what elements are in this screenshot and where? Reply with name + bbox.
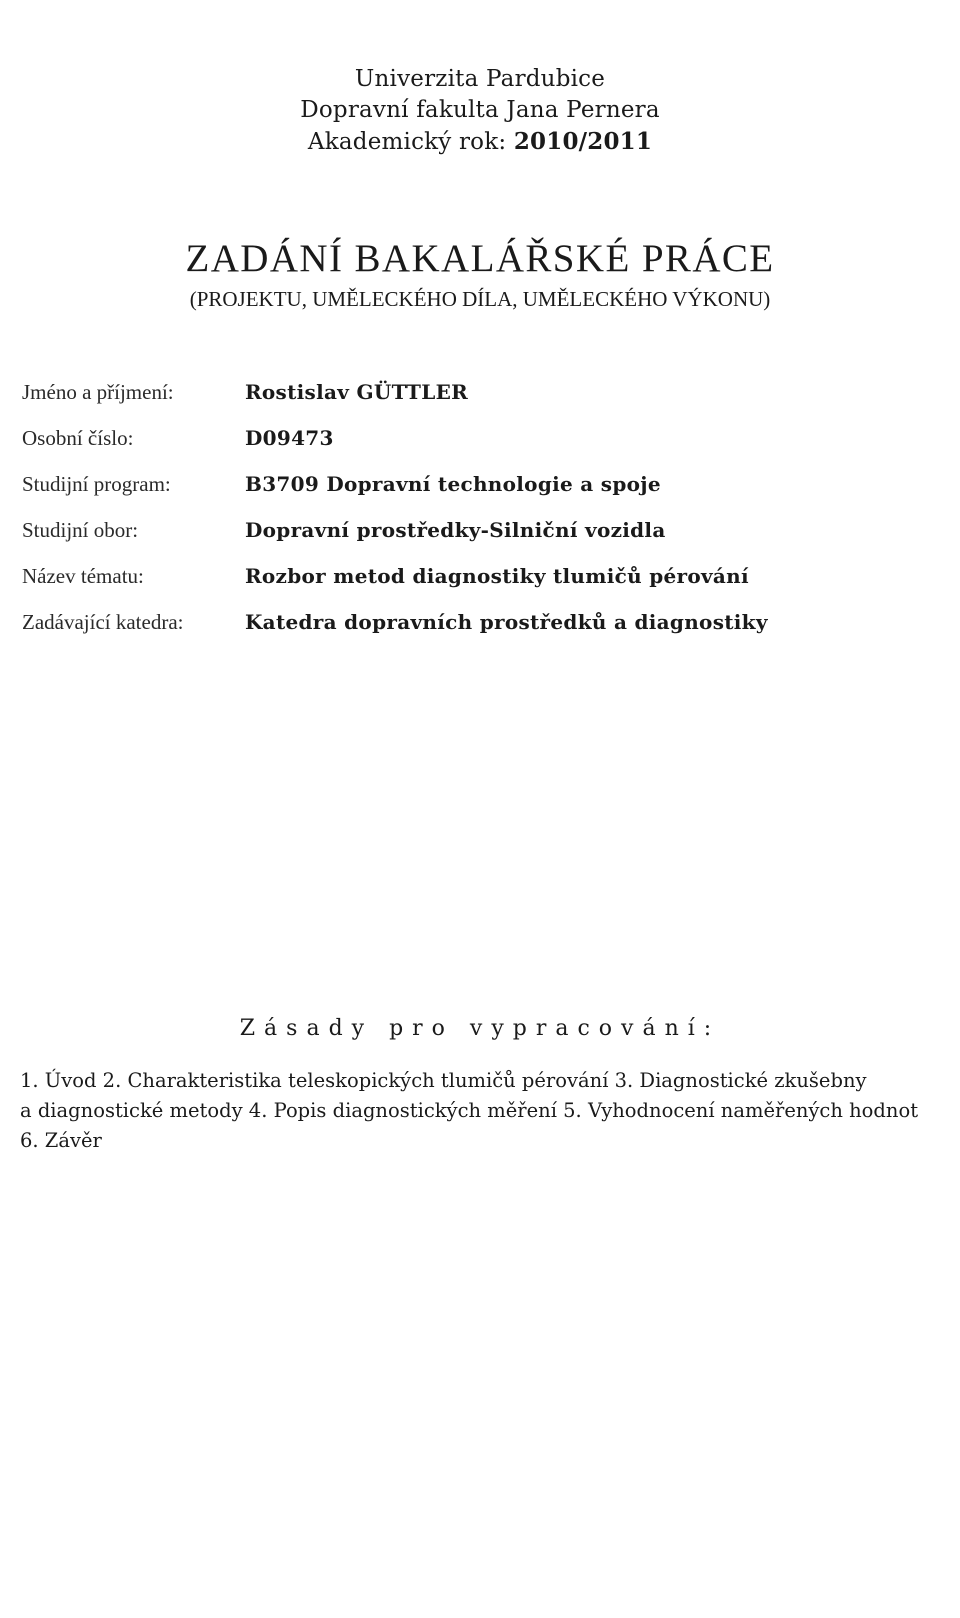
- info-row-department: [22, 610, 942, 656]
- academic-year-value: 2010/2011: [513, 128, 653, 155]
- info-label: Jméno a příjmení:: [22, 380, 174, 404]
- info-label: Studijní program:: [22, 472, 171, 496]
- info-label: Studijní obor:: [22, 518, 139, 542]
- info-row-study-field: [22, 518, 942, 564]
- academic-year-label: Akademický rok:: [307, 129, 507, 155]
- university-name: Univerzita Pardubice: [354, 66, 606, 92]
- principles-line: a diagnostické metody 4. Popis diagnostických měření 5. Vyhodnocení naměřených hodnot: [20, 1099, 919, 1122]
- info-value: D09473: [245, 426, 334, 450]
- document-title: ZADÁNÍ BAKALÁŘSKÉ PRÁCE: [185, 237, 775, 280]
- document-title-block: [0, 236, 960, 314]
- document-header: [0, 64, 960, 158]
- info-label: Název tématu:: [22, 564, 144, 588]
- info-value: Dopravní prostředky-Silniční vozidla: [245, 518, 666, 542]
- info-row-study-program: [22, 472, 942, 518]
- document-subtitle: (PROJEKTU, UMĚLECKÉHO DÍLA, UMĚLECKÉHO VÝKONU): [189, 287, 771, 311]
- faculty-name: Dopravní fakulta Jana Pernera: [300, 97, 660, 123]
- principles-heading: Zásady pro vypracování:: [239, 1016, 721, 1041]
- principles-body: [20, 1066, 935, 1156]
- student-info-table: [22, 380, 942, 656]
- academic-year: [0, 126, 960, 158]
- info-label: Zadávající katedra:: [22, 610, 184, 634]
- info-value: Rozbor metod diagnostiky tlumičů pérování: [245, 564, 749, 588]
- info-value: Rostislav GÜTTLER: [245, 380, 469, 404]
- info-value: Katedra dopravních prostředků a diagnostiky: [245, 610, 768, 634]
- info-label: Osobní číslo:: [22, 426, 134, 450]
- principles-line: 1. Úvod 2. Charakteristika teleskopických tlumičů pérování 3. Diagnostické zkušebny: [20, 1069, 867, 1092]
- info-row-name: [22, 380, 942, 426]
- principles-line: 6. Závěr: [20, 1129, 102, 1152]
- info-value: B3709 Dopravní technologie a spoje: [245, 472, 661, 496]
- info-row-personal-number: [22, 426, 942, 472]
- info-row-topic: [22, 564, 942, 610]
